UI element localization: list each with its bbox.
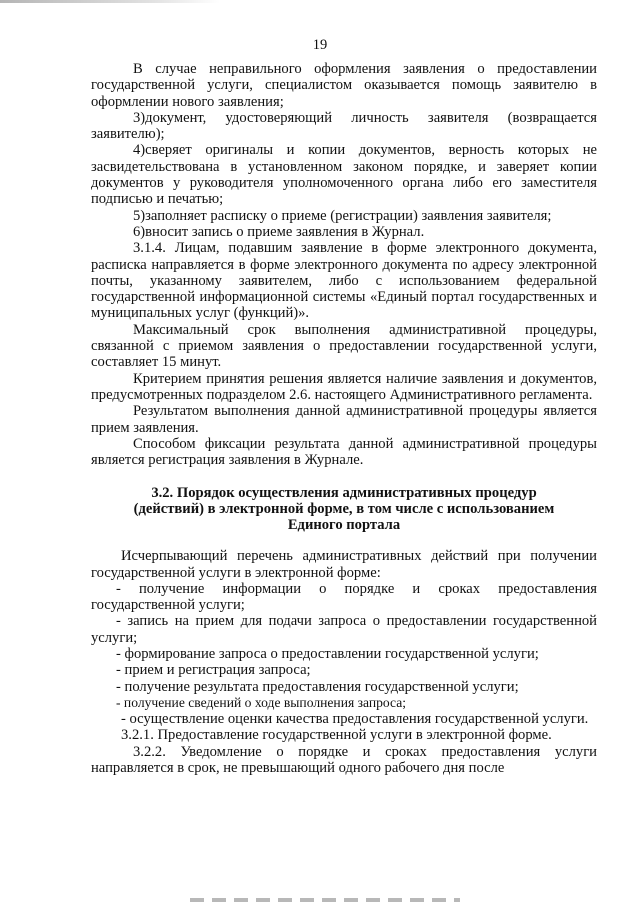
paragraph: В случае неправильного оформления заявления о предоставлении государственной услуги, специалистом оказывается помощь заявителю в оформлении нового заявления; xyxy=(91,61,597,110)
scan-artifact-bottom xyxy=(190,898,460,902)
list-item: - запись на прием для подачи запроса о предоставлении государственной услуги; xyxy=(91,613,597,646)
spacer xyxy=(91,468,597,486)
page-number: 19 xyxy=(312,37,328,53)
paragraph: 3.2.1. Предоставление государственной услуги в электронной форме. xyxy=(121,727,552,744)
list-item: 4)сверяет оригиналы и копии документов, верность которых не засвидетельствована в установленном законом порядке, и заверяет копии документов у руководителя уполномоченного органа либо его заместителя подписью и печатью; xyxy=(91,142,597,208)
list-item: - получение сведений о ходе выполнения запроса; xyxy=(116,694,407,710)
list-item: 5)заполняет расписку о приеме (регистрации) заявления заявителя; xyxy=(133,207,552,224)
scan-artifact-top xyxy=(0,0,220,3)
document-body xyxy=(91,61,597,776)
list-item: - прием и регистрация запроса; xyxy=(116,662,311,679)
paragraph: 3.1.4. Лицам, подавшим заявление в форме электронного документа, расписка направляется в форме электронного документа по адресу электронной почты, указанному заявителем, либо с использованием федеральной государственной информационной системы «Единый портал государственных и муниципальных услуг (функций)». xyxy=(91,240,597,322)
list-item: - получение информации о порядке и сроках предоставления государственной услуги; xyxy=(91,580,597,614)
paragraph: Способом фиксации результата данной административной процедуры является регистрация заявления в Журнале. xyxy=(91,435,597,469)
paragraph: 3.2.2. Уведомление о порядке и сроках предоставления услуги направляется в срок, не превышающий одного рабочего дня после xyxy=(91,743,597,777)
paragraph: Максимальный срок выполнения административной процедуры, связанной с приемом заявления о предоставлении государственной услуги, составляет 15 минут. xyxy=(91,321,597,371)
spacer xyxy=(91,533,597,548)
list-item: 3)документ, удостоверяющий личность заявителя (возвращается заявителю); xyxy=(91,109,597,143)
list-item: - формирование запроса о предоставлении государственной услуги; xyxy=(116,645,539,662)
list-item: 6)вносит запись о приеме заявления в Журнал. xyxy=(133,223,425,240)
list-item: - осуществление оценки качества предоставления государственной услуги. xyxy=(121,711,589,728)
paragraph: Критерием принятия решения является наличие заявления и документов, предусмотренных подразделом 2.6. настоящего Административного регламента. xyxy=(91,370,597,403)
paragraph: Результатом выполнения данной административной процедуры является прием заявления. xyxy=(91,403,597,436)
paragraph: Исчерпывающий перечень административных действий при получении государственной услуги в электронной форме: xyxy=(91,548,597,581)
list-item: - получение результата предоставления государственной услуги; xyxy=(116,678,519,695)
section-heading: 3.2. Порядок осуществления административных процедур (действий) в электронной форме, в том числе с использованием Единого портала xyxy=(133,485,555,533)
